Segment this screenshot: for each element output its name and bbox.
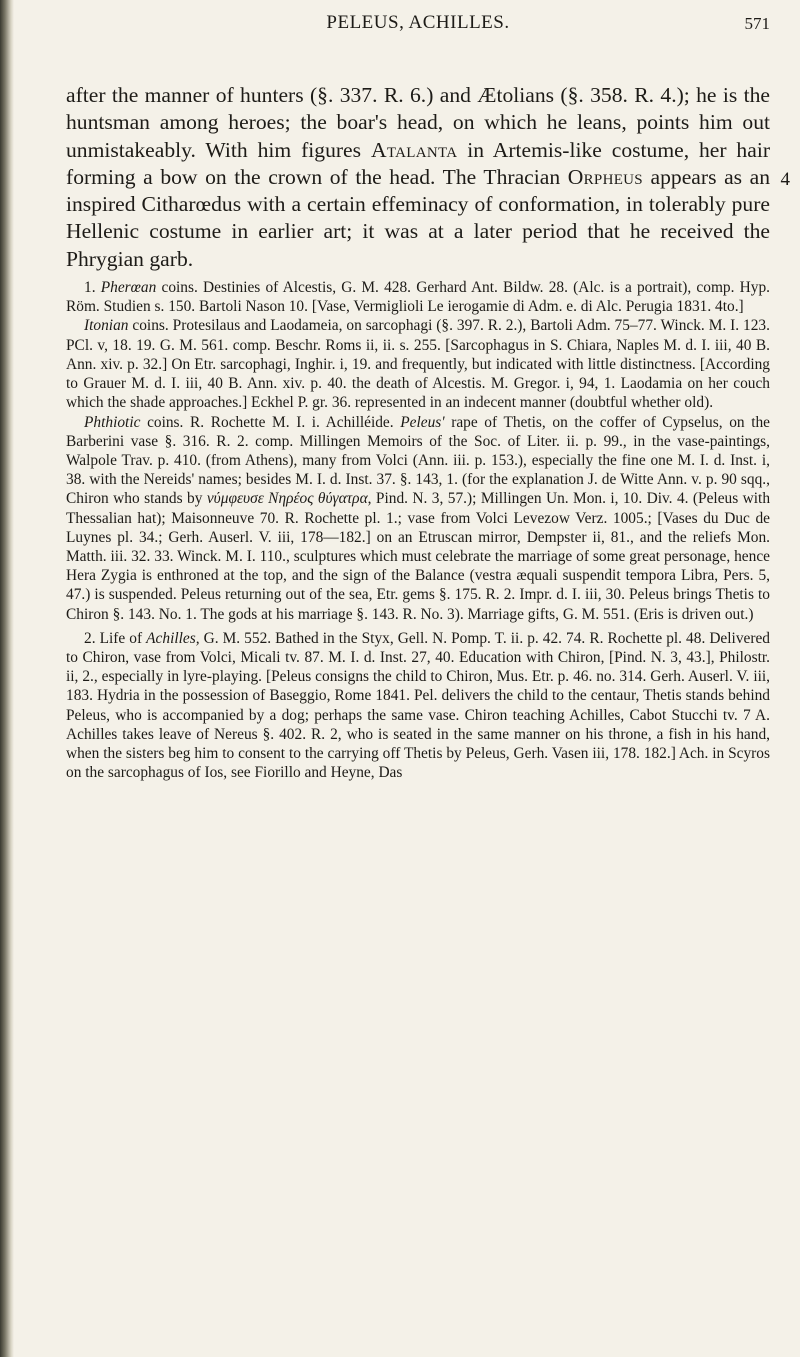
note-text: rape of Thetis, on the coffer of Cypselus, on the Barberini vase §. 316. R. 2. comp. Millingen Memoirs of the Soc. of Liter. ii. p. 99., in the vase-paintings, Walpole Trav. p. 410. (from Athens), many from Volci (Ann. iii. p. 153.), especially the fine one M. I. d. Inst. i, 38. with the Nereids' names; besides M. I. d. Inst. 37. §. 143, 1. (for the explanation J. de Witte Ann. v. p. 90 sqq., Chiron who stands by: [66, 413, 771, 508]
book-page: [66, 10, 790, 782]
note-number: 2.: [84, 629, 96, 647]
note-text: coins. Protesilaus and Laodameia, on sarcophagi (§. 397. R. 2.), Bartoli Adm. 75–77. Winck. M. I. 123. PCl. v, 18. 19. G. M. 561. comp. Beschr. Roms ii, ii. s. 255. [Sarcophagus in S. Chiara, Naples M. d. I. iii, 40 B. Ann. xiv. p. 32.] On Etr. sarcophagi, Inghir. i, 19. and frequently, but indicated with little distinctness. [According to Grauer M. d. I. iii, 40 B. Ann. xiv. p. 40. the death of Alcestis. M. Gregor. i, 94, 1. Laodamia on her couch which the shade approaches.] Eckhel P. gr. 36. represented in an indecent manner (doubtful whether old).: [66, 317, 770, 412]
main-text-part-3: appears as an inspired Citharœdus with a certain effeminacy of conformation, in tolerably pure Hellenic costume in earlier art; it was at a later period that he received the Phrygian garb.: [66, 164, 771, 271]
note-text: G. M. 552. Bathed in the Styx, Gell. N. Pomp. T. ii. p. 42. 74. R. Rochette pl. 48. Delivered to Chiron, vase from Volci, Micali tv. 87. M. I. d. Inst. 27, 40. Education with Chiron, [Pind. N. 3, 43.], Philostr. ii, 2., especially in lyre-playing. [Peleus consigns the child to Chiron, Mus. Etr. p. 46. no. 314. Gerh. Auserl. V. iii, 183. Hydria in the possession of Baseggio, Rome 1841. Pel. delivers the child to the centaur, Thetis stands behind Peleus, who is accompanied by a dog; perhaps the same vase. Chiron teaching Achilles, Cabot Stucchi tv. 7 A. Achilles takes leave of Nereus §. 402. R. 2, who is seated in the same manner on his throne, a fish in his hand, when the sisters beg him to consent to the carrying off Thetis by Peleus, Gerh. Vasen iii, 178. 182.] Ach. in Scyros on the sarcophagus of Ios, see Fiorillo and Heyne, Das: [66, 629, 770, 782]
name-orpheus: Orpheus: [567, 164, 643, 189]
main-paragraph: [66, 82, 790, 273]
main-text-part-2: in Artemis-like costume, her hair forming a bow on the crown of the head. The Thracian: [66, 137, 771, 189]
name-atalanta: Atalanta: [370, 137, 458, 162]
running-title: PELEUS, ACHILLES.: [326, 12, 510, 33]
note-pheraean: [66, 278, 770, 316]
notes-section: [66, 278, 770, 782]
note-text: , Pind. N. 3, 57.); Millingen Un. Mon. i, 10. Div. 4. (Peleus with Thessalian hat); Maisonneuve 70. R. Rochette pl. 1.; vase from Volci Levezow Verz. 1005.; [Vases du Duc de Luynes pl. 34.; Gerh. Auserl. V. iii, 178—182.] on an Etruscan mirror, Dempster ii, 81., and the reliefs Mon. Matth. iii. 32. 33. Winck. M. I. 110., sculptures which must celebrate the marriage of some great personage, hence Hera Zygia is enthroned at the top, and the sign of the Balance (vestra æquali suspendit tempora Libra, Pers. 5, 47.) is suspended. Peleus returning out of the sea, Etr. gems §. 175. R. 2. Impr. d. I. iii, 30. Peleus brings Thetis to Chiron §. 143. No. 1. The gods at his marriage §. 143. R. No. 3). Marriage gifts, G. M. 551. (Eris is driven out.): [66, 490, 771, 623]
page-edge-shadow: [0, 0, 14, 1357]
note-text: coins. Destinies of Alcestis, G. M. 428. Gerhard Ant. Bildw. 28. (Alc. is a portrait), comp. Hyp. Röm. Studien s. 150. Bartoli Nason 10. [Vase, Vermiglioli Le ierogamie di Adm. e. di Alc. Perugia 1831. 4to.]: [66, 279, 770, 316]
note-title: Achilles,: [146, 629, 200, 647]
note-subtitle: Peleus': [400, 413, 445, 431]
note-title: Phthiotic: [84, 413, 141, 431]
main-text-part-1: after the manner of hunters (§. 337. R. 6.) and Ætolians (§. 358. R. 4.); he is the huntsman among heroes; the boar's head, on which he leans, points him out unmistakeably. With him figures: [66, 83, 770, 162]
note-number: 1.: [84, 279, 96, 297]
note-itonian: [66, 316, 770, 412]
running-head: [66, 10, 770, 44]
note-title: Pherœan: [100, 279, 157, 297]
page-number: 571: [744, 14, 770, 33]
margin-number: 4: [780, 169, 790, 190]
greek-quote: νύμφευσε Νηρέος θύγατρα: [206, 490, 368, 508]
note-lead: Life of: [99, 629, 143, 647]
note-phthiotic: [66, 413, 770, 624]
note-achilles: [66, 629, 770, 783]
note-text: coins. R. Rochette M. I. i. Achilléide.: [147, 413, 394, 431]
note-title: Itonian: [84, 317, 129, 335]
